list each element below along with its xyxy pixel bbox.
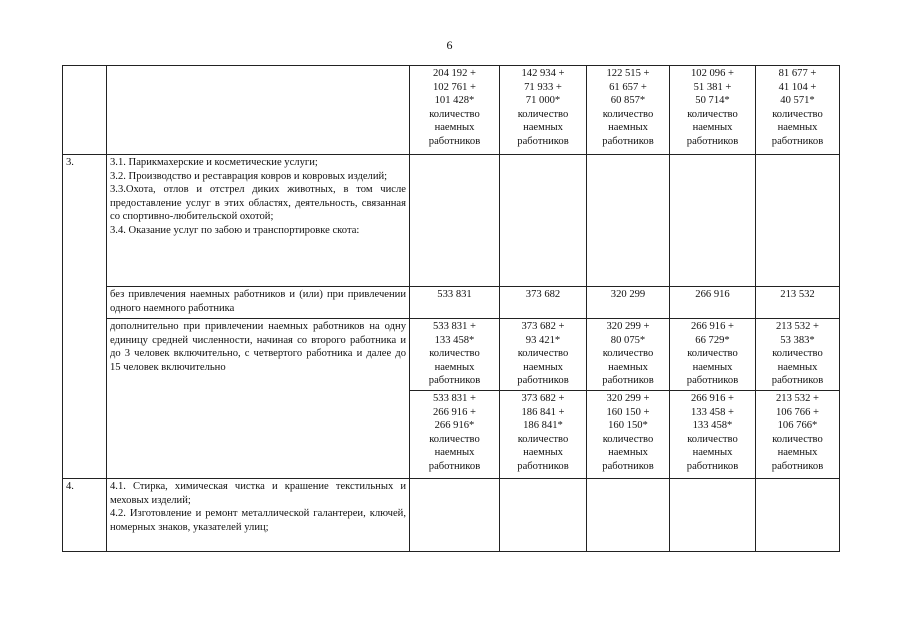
cell-empty bbox=[410, 155, 500, 287]
formula-cell: 373 682 + 186 841 + 186 841* количество наемных работников bbox=[500, 391, 587, 479]
formula-cell: 213 532 + 53 383* количество наемных работников bbox=[756, 319, 840, 391]
cell-empty bbox=[670, 155, 756, 287]
formula-cell: 320 299 + 80 075* количество наемных работников bbox=[587, 319, 670, 391]
row-number: 4. bbox=[63, 479, 107, 552]
cell-empty bbox=[410, 479, 500, 552]
formula-cell: 266 916 + 133 458 + 133 458* количество наемных работников bbox=[670, 391, 756, 479]
cell-empty bbox=[756, 479, 840, 552]
activity-item: 3.3.Охота, отлов и отстрел диких животных, в том числе предоставление услуг в этих областях, деятельность, связанная со спортивно-любительской охотой; bbox=[110, 184, 406, 222]
table-row-section-4 bbox=[63, 479, 840, 552]
activity-item: 4.1. Стирка, химическая чистка и крашение текстильных и меховых изделий; bbox=[110, 481, 406, 506]
cell-empty bbox=[587, 155, 670, 287]
cell-empty bbox=[587, 479, 670, 552]
cell-empty bbox=[500, 479, 587, 552]
table-row-no-hired bbox=[63, 287, 840, 319]
formula-cell: 122 515 + 61 657 + 60 857* количество наемных работников bbox=[587, 66, 670, 155]
section-3-activities bbox=[107, 155, 410, 287]
activity-item: 3.1. Парикмахерские и косметические услуги; bbox=[110, 157, 318, 168]
formula-cell: 320 299 + 160 150 + 160 150* количество наемных работников bbox=[587, 391, 670, 479]
table-row-continuation bbox=[63, 66, 840, 155]
formula-cell: 81 677 + 41 104 + 40 571* количество наемных работников bbox=[756, 66, 840, 155]
cell-description-empty bbox=[107, 66, 410, 155]
row-label-additional: дополнительно при привлечении наемных работников на одну единицу средней численности, начиная со второго работника и до 3 человек включительно, с четвертого работника и далее до 15 человек включительно bbox=[107, 319, 410, 479]
table-row-section-3 bbox=[63, 155, 840, 287]
formula-cell: 142 934 + 71 933 + 71 000* количество наемных работников bbox=[500, 66, 587, 155]
amount-cell: 266 916 bbox=[670, 287, 756, 319]
section-4-activities bbox=[107, 479, 410, 552]
amount-cell: 213 532 bbox=[756, 287, 840, 319]
cell-empty bbox=[756, 155, 840, 287]
formula-cell: 533 831 + 266 916 + 266 916* количество наемных работников bbox=[410, 391, 500, 479]
cell-empty bbox=[500, 155, 587, 287]
formula-cell: 102 096 + 51 381 + 50 714* количество наемных работников bbox=[670, 66, 756, 155]
tax-rate-table bbox=[62, 65, 840, 552]
formula-cell: 533 831 + 133 458* количество наемных работников bbox=[410, 319, 500, 391]
formula-cell: 266 916 + 66 729* количество наемных работников bbox=[670, 319, 756, 391]
formula-cell: 213 532 + 106 766 + 106 766* количество наемных работников bbox=[756, 391, 840, 479]
amount-cell: 533 831 bbox=[410, 287, 500, 319]
row-label-no-hired: без привлечения наемных работников и (или) при привлечении одного наемного работника bbox=[107, 287, 410, 319]
activity-item: 4.2. Изготовление и ремонт металлической галантереи, ключей, номерных знаков, указателей улиц; bbox=[110, 508, 406, 533]
formula-cell: 204 192 + 102 761 + 101 428* количество наемных работников bbox=[410, 66, 500, 155]
page-number: 6 bbox=[446, 38, 453, 52]
activity-item: 3.4. Оказание услуг по забою и транспортировке скота: bbox=[110, 224, 360, 236]
amount-cell: 373 682 bbox=[500, 287, 587, 319]
cell-number-empty bbox=[63, 66, 107, 155]
activity-item: 3.2. Производство и реставрация ковров и ковровых изделий; bbox=[110, 170, 388, 182]
formula-cell: 373 682 + 93 421* количество наемных работников bbox=[500, 319, 587, 391]
row-number: 3. bbox=[63, 155, 107, 479]
table-row-additional-2-3 bbox=[63, 319, 840, 391]
cell-empty bbox=[670, 479, 756, 552]
amount-cell: 320 299 bbox=[587, 287, 670, 319]
